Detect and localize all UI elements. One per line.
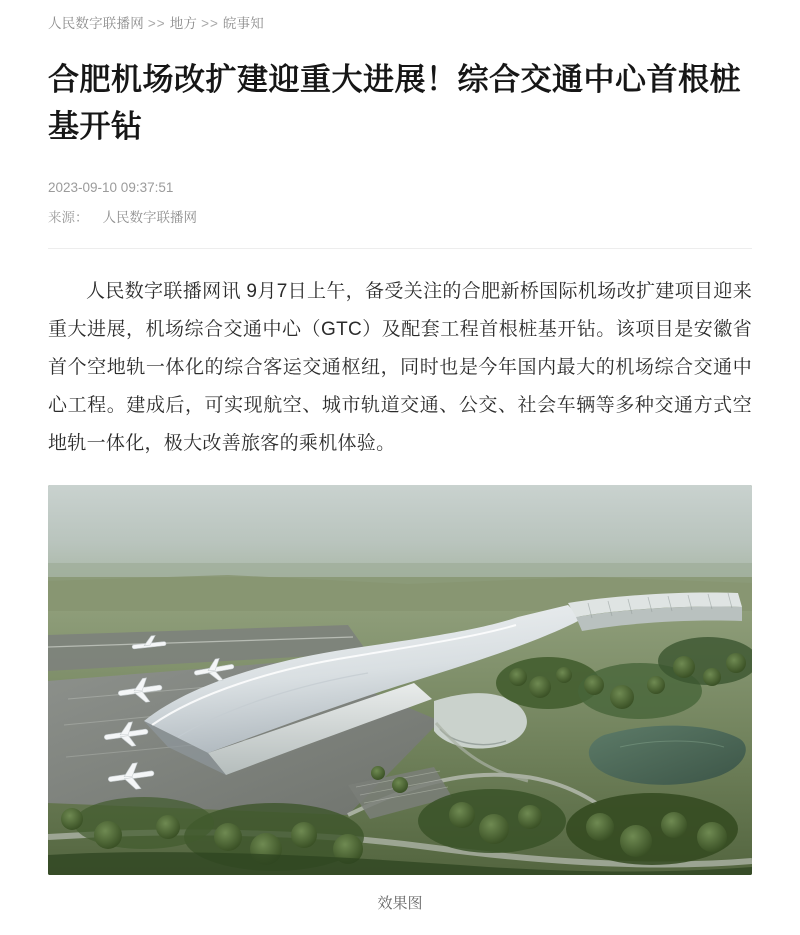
article-timestamp: 2023-09-10 09:37:51	[48, 180, 174, 195]
breadcrumb	[48, 0, 752, 34]
source-label: 来源：	[48, 210, 89, 225]
breadcrumb-separator-icon: >>	[201, 16, 219, 31]
figure-caption: 效果图	[377, 895, 423, 912]
source-value[interactable]: 人民数字联播网	[102, 210, 197, 225]
breadcrumb-item-category[interactable]: 皖事知	[222, 16, 264, 31]
airport-rendering-illustration	[48, 485, 752, 875]
article-figure	[48, 485, 752, 935]
header-divider	[48, 248, 752, 249]
page-title: 合肥机场改扩建迎重大进展！综合交通中心首根桩基开钻	[48, 62, 741, 144]
article-paragraph: 人民数字联播网讯 9月7日上午，备受关注的合肥新桥国际机场改扩建项目迎来重大进展，机场综合交通中心（GTC）及配套工程首根桩基开钻。该项目是安徽省首个空地轨一体化的综合客运交通枢纽，同时也是今年国内最大的机场综合交通中心工程。建成后，可实现航空、城市轨道交通、公交、社会车辆等多种交通方式空地轨一体化，极大改善旅客的乘机体验。	[48, 281, 752, 454]
breadcrumb-separator-icon: >>	[147, 16, 166, 31]
article-source	[48, 206, 752, 230]
breadcrumb-item-region[interactable]: 地方	[169, 16, 198, 31]
figure-image	[48, 485, 752, 875]
breadcrumb-item-site[interactable]: 人民数字联播网	[48, 16, 144, 31]
